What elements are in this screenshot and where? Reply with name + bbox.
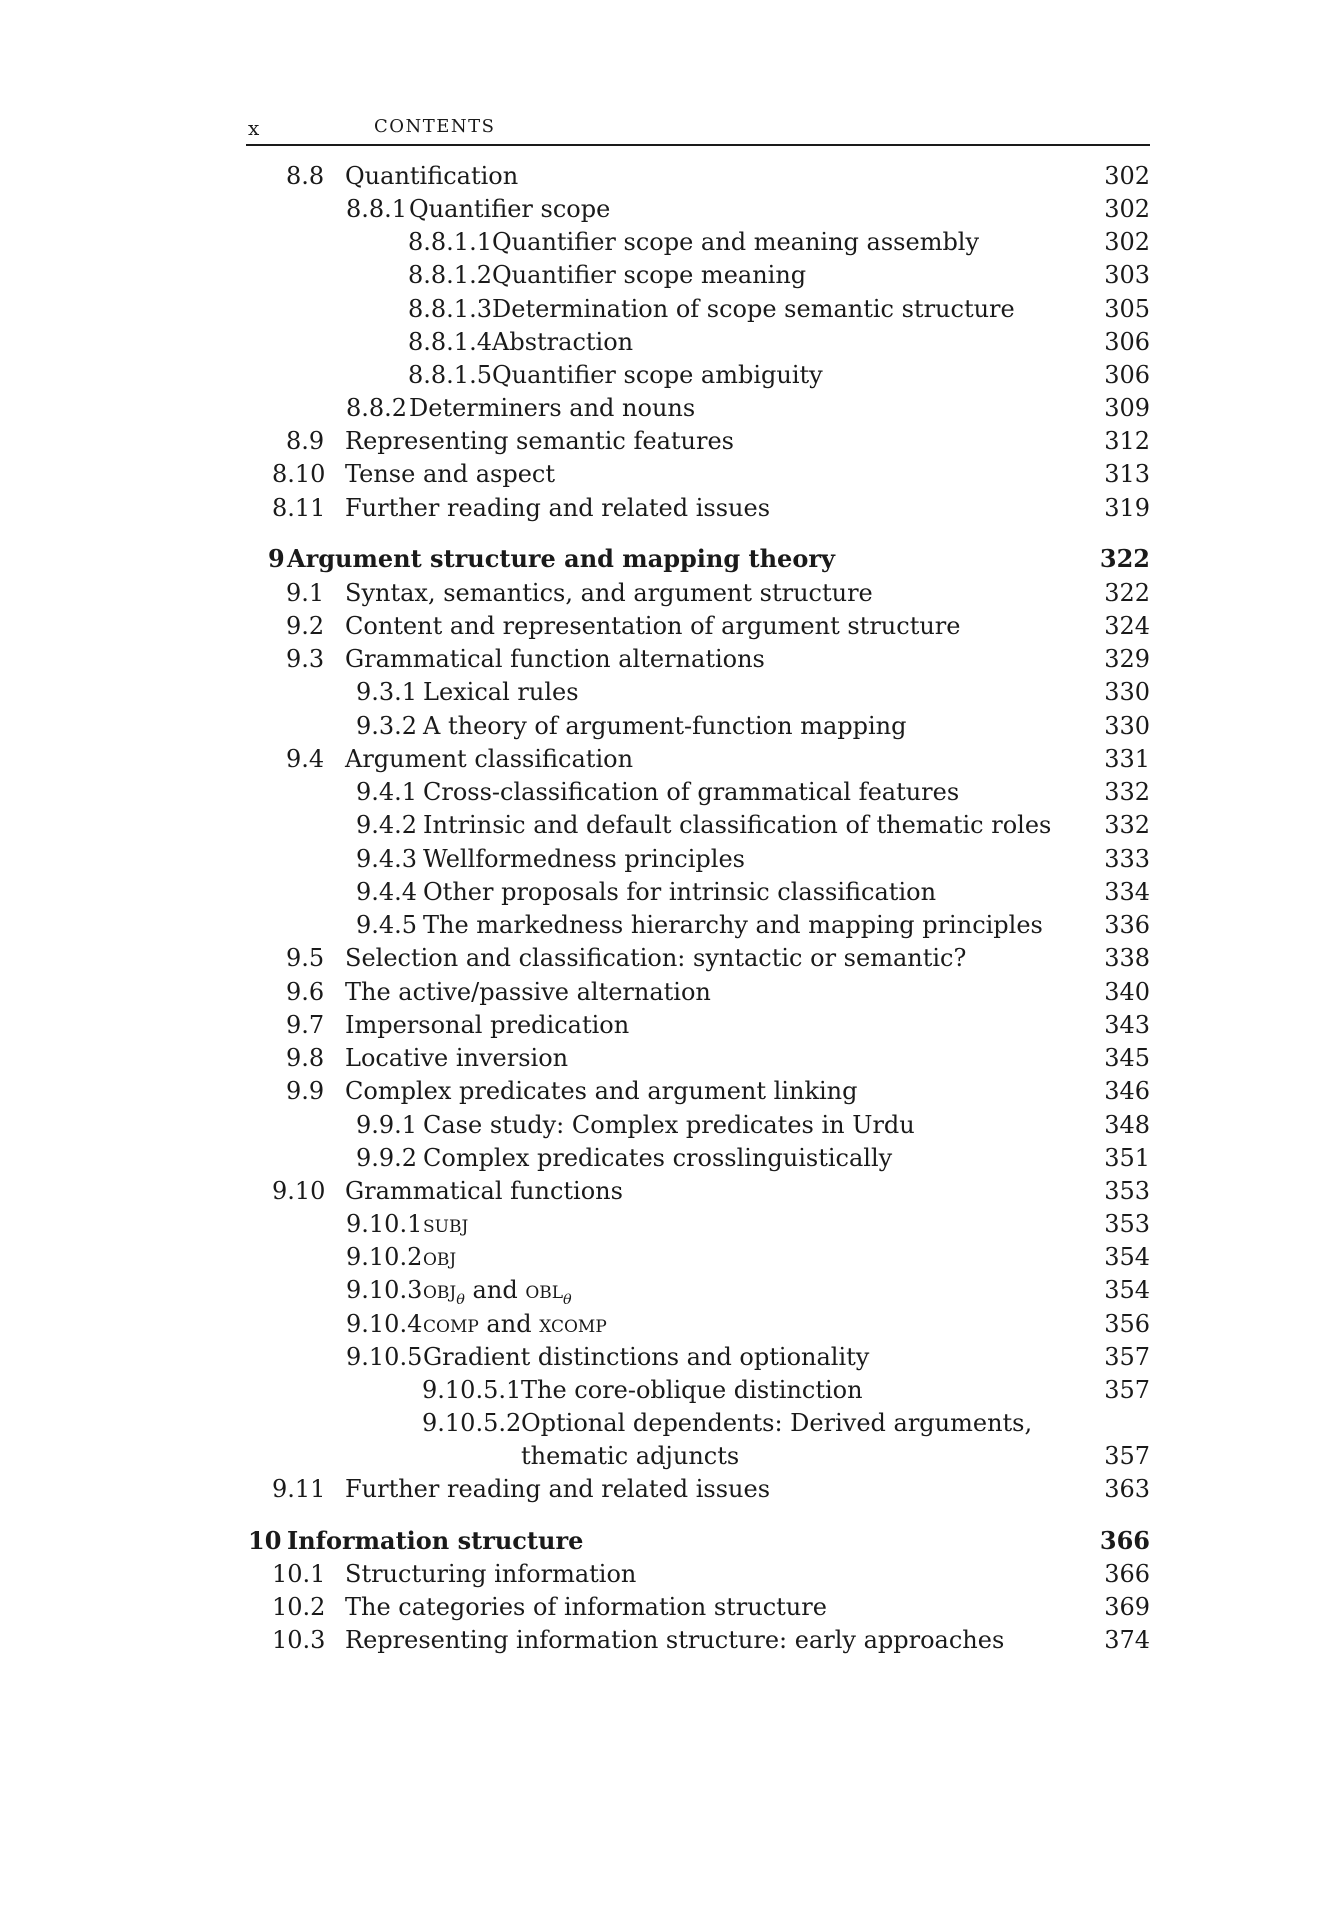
toc-entry[interactable] <box>0 1472 1336 1506</box>
toc-entry[interactable] <box>0 1240 1336 1274</box>
toc-entry-title: obj <box>423 1243 457 1271</box>
toc-entry-page: 354 <box>1104 1243 1150 1271</box>
toc-entry-title: Argument classification <box>345 745 634 773</box>
toc-entry-title: Argument structure and mapping theory <box>287 544 835 573</box>
toc-entry-number: 10.2 <box>272 1593 326 1621</box>
toc-entry-page: 332 <box>1104 811 1150 839</box>
toc-entry-title: Locative inversion <box>345 1044 569 1072</box>
toc-entry-page: 306 <box>1104 328 1150 356</box>
toc-entry-page: 338 <box>1104 944 1150 972</box>
toc-entry-title: Determination of scope semantic structure <box>492 295 1015 323</box>
toc-entry-number: 8.8.1.4 <box>408 328 492 356</box>
toc-entry-number: 10 <box>248 1526 282 1555</box>
toc-entry-page: 303 <box>1104 261 1150 289</box>
toc-entry-number: 9.7 <box>286 1011 325 1039</box>
toc-entry[interactable] <box>0 192 1336 226</box>
toc-entry-number: 8.8.1.5 <box>408 361 492 389</box>
toc-entry-page: 332 <box>1104 778 1150 806</box>
toc-entry[interactable] <box>0 709 1336 743</box>
toc-entry-title: Tense and aspect <box>345 460 555 488</box>
toc-entry-number: 8.9 <box>286 427 325 455</box>
toc-entry-page: 330 <box>1104 712 1150 740</box>
toc-chapter-entry[interactable] <box>0 542 1336 576</box>
toc-entry-title: Intrinsic and default classification of thematic roles <box>423 811 1052 839</box>
toc-entry-title: Impersonal predication <box>345 1011 630 1039</box>
toc-entry[interactable] <box>0 875 1336 909</box>
toc-entry-page: 322 <box>1099 544 1150 573</box>
toc-entry-page: 340 <box>1104 978 1150 1006</box>
toc-entry[interactable] <box>0 775 1336 809</box>
toc-entry-number: 9.4.4 <box>356 878 418 906</box>
toc-entry-page: 319 <box>1104 494 1150 522</box>
toc-entry-page: 345 <box>1104 1044 1150 1072</box>
toc-entry-page: 306 <box>1104 361 1150 389</box>
toc-entry-page: 331 <box>1104 745 1150 773</box>
toc-entry-title: Optional dependents: Derived arguments, <box>521 1409 1033 1437</box>
toc-entry-page: 356 <box>1104 1310 1150 1338</box>
toc-entry-number: 8.10 <box>272 460 326 488</box>
toc-entry-page: 302 <box>1104 228 1150 256</box>
toc-entry-title: Quantifier scope ambiguity <box>492 361 823 389</box>
toc-entry-page: 351 <box>1104 1144 1150 1172</box>
toc-entry-title: Other proposals for intrinsic classification <box>423 878 937 906</box>
toc-entry-number: 9.4.2 <box>356 811 418 839</box>
toc-entry-page: 312 <box>1104 427 1150 455</box>
toc-entry-page: 357 <box>1104 1442 1150 1470</box>
toc-entry-title: Grammatical functions <box>345 1177 623 1205</box>
toc-entry-number: 9.8 <box>286 1044 325 1072</box>
toc-entry-title: Syntax, semantics, and argument structure <box>345 579 873 607</box>
toc-entry-number: 9.3.2 <box>356 712 418 740</box>
toc-entry-page: 334 <box>1104 878 1150 906</box>
toc-entry-title: Case study: Complex predicates in Urdu <box>423 1111 915 1139</box>
toc-entry-page: 313 <box>1104 460 1150 488</box>
toc-entry-number: 10.3 <box>272 1626 326 1654</box>
toc-entry-page: 366 <box>1099 1526 1150 1555</box>
toc-entry-title: The core-oblique distinction <box>521 1376 863 1404</box>
toc-entry-title: Lexical rules <box>423 678 579 706</box>
toc-entry-number: 8.11 <box>272 494 326 522</box>
toc-entry-number: 9.4.5 <box>356 911 418 939</box>
toc-entry[interactable] <box>0 1074 1336 1108</box>
toc-entry-number: 9.10.5.2 <box>422 1409 522 1437</box>
toc-entry-page: 336 <box>1104 911 1150 939</box>
toc-entry-number: 10.1 <box>272 1560 326 1588</box>
toc-entry-number: 9.10.5 <box>346 1343 423 1371</box>
toc-entry[interactable] <box>0 391 1336 425</box>
toc-entry-title: The markedness hierarchy and mapping principles <box>423 911 1043 939</box>
toc-entry-number: 9 <box>268 544 285 573</box>
toc-entry-number: 9.10.2 <box>346 1243 423 1271</box>
toc-entry-title: Wellformedness principles <box>423 845 745 873</box>
toc-entry-page: 343 <box>1104 1011 1150 1039</box>
toc-entry-title: Determiners and nouns <box>409 394 696 422</box>
toc-entry-title: thematic adjuncts <box>521 1442 740 1470</box>
toc-entry[interactable] <box>0 1008 1336 1042</box>
toc-entry[interactable] <box>0 1141 1336 1175</box>
toc-entry[interactable] <box>0 675 1336 709</box>
toc-entry[interactable] <box>0 1041 1336 1075</box>
toc-entry-title: The categories of information structure <box>345 1593 827 1621</box>
toc-entry-title: Representing information structure: early approaches <box>345 1626 1005 1654</box>
toc-entry-title: Structuring information <box>345 1560 637 1588</box>
toc-entry[interactable] <box>0 225 1336 259</box>
toc-entry-title: Quantifier scope meaning <box>492 261 807 289</box>
toc-entry[interactable] <box>0 1108 1336 1142</box>
toc-entry[interactable] <box>0 975 1336 1009</box>
toc-entry-title: subj <box>423 1210 469 1238</box>
toc-entry-page: 302 <box>1104 162 1150 190</box>
toc-entry-title: Abstraction <box>492 328 634 356</box>
toc-entry-page: 309 <box>1104 394 1150 422</box>
toc-entry-number: 9.11 <box>272 1475 326 1503</box>
toc-entry-page: 348 <box>1104 1111 1150 1139</box>
toc-entry-page: 357 <box>1104 1376 1150 1404</box>
toc-entry-page: 363 <box>1104 1475 1150 1503</box>
toc-entry-title: Quantifier scope <box>409 195 611 223</box>
header-running-title: CONTENTS <box>374 116 496 137</box>
toc-entry-page: 353 <box>1104 1177 1150 1205</box>
toc-entry-page: 354 <box>1104 1276 1150 1304</box>
toc-entry-title: Information structure <box>287 1526 584 1555</box>
toc-entry[interactable] <box>0 1340 1336 1374</box>
toc-entry-number: 9.9.1 <box>356 1111 418 1139</box>
toc-entry-number: 9.3 <box>286 645 325 673</box>
toc-entry[interactable] <box>0 457 1336 491</box>
toc-entry-title: Further reading and related issues <box>345 494 771 522</box>
toc-entry-page: 353 <box>1104 1210 1150 1238</box>
toc-entry[interactable] <box>0 358 1336 392</box>
toc-entry-title: Grammatical function alternations <box>345 645 765 673</box>
toc-entry-title: A theory of argument-function mapping <box>423 712 907 740</box>
toc-entry-number: 9.6 <box>286 978 325 1006</box>
toc-entry-number: 9.10.5.1 <box>422 1376 522 1404</box>
toc-entry-title: comp and xcomp <box>423 1310 607 1338</box>
toc-entry[interactable] <box>0 1174 1336 1208</box>
toc-entry[interactable] <box>0 808 1336 842</box>
toc-entry-title: Cross-classification of grammatical features <box>423 778 960 806</box>
toc-entry-number: 8.8.1.3 <box>408 295 492 323</box>
toc-entry[interactable] <box>0 491 1336 525</box>
toc-entry[interactable] <box>0 908 1336 942</box>
toc-entry[interactable] <box>0 742 1336 776</box>
toc-entry-page: 346 <box>1104 1077 1150 1105</box>
toc-entry[interactable] <box>0 424 1336 458</box>
toc-entry-number: 8.8.1 <box>346 195 408 223</box>
toc-entry-page: 324 <box>1104 612 1150 640</box>
toc-entry-page: 366 <box>1104 1560 1150 1588</box>
toc-entry[interactable] <box>0 1439 1336 1473</box>
toc-entry-page: 305 <box>1104 295 1150 323</box>
toc-entry-title: Content and representation of argument structure <box>345 612 961 640</box>
header-page-number: x <box>248 116 260 140</box>
toc-entry-number: 9.3.1 <box>356 678 418 706</box>
toc-entry-number: 9.10 <box>272 1177 326 1205</box>
toc-entry-number: 9.2 <box>286 612 325 640</box>
toc-entry-number: 9.5 <box>286 944 325 972</box>
toc-entry[interactable] <box>0 1273 1336 1307</box>
toc-entry[interactable] <box>0 941 1336 975</box>
toc-entry-number: 9.4 <box>286 745 325 773</box>
toc-entry-page: 302 <box>1104 195 1150 223</box>
toc-entry-number: 9.4.1 <box>356 778 418 806</box>
toc-entry-title: The active/passive alternation <box>345 978 711 1006</box>
toc-entry-number: 8.8 <box>286 162 325 190</box>
toc-entry-page: 374 <box>1104 1626 1150 1654</box>
toc-entry-number: 9.9.2 <box>356 1144 418 1172</box>
toc-entry[interactable] <box>0 159 1336 193</box>
toc-entry[interactable] <box>0 576 1336 610</box>
toc-entry-page: 333 <box>1104 845 1150 873</box>
toc-entry[interactable] <box>0 1373 1336 1407</box>
toc-entry[interactable] <box>0 642 1336 676</box>
toc-entry-number: 9.4.3 <box>356 845 418 873</box>
toc-entry-number: 9.10.1 <box>346 1210 423 1238</box>
toc-entry-page: 357 <box>1104 1343 1150 1371</box>
toc-entry[interactable] <box>0 1207 1336 1241</box>
toc-entry[interactable] <box>0 1557 1336 1591</box>
toc-entry-title: Selection and classification: syntactic or semantic? <box>345 944 967 972</box>
toc-chapter-entry[interactable] <box>0 1524 1336 1558</box>
toc-entry-title: Gradient distinctions and optionality <box>423 1343 870 1371</box>
toc-entry-number: 8.8.2 <box>346 394 408 422</box>
toc-entry-title: Further reading and related issues <box>345 1475 771 1503</box>
toc-entry-page: 329 <box>1104 645 1150 673</box>
toc-entry[interactable] <box>0 325 1336 359</box>
toc-entry-number: 8.8.1.2 <box>408 261 492 289</box>
toc-entry-title: obj$_\theta$ and obl$_\theta$ <box>423 1276 572 1308</box>
toc-entry[interactable] <box>0 258 1336 292</box>
toc-entry[interactable] <box>0 609 1336 643</box>
toc-entry-title: Representing semantic features <box>345 427 734 455</box>
toc-entry[interactable] <box>0 842 1336 876</box>
toc-entry-title: Quantification <box>345 162 519 190</box>
toc-entry-title: Complex predicates and argument linking <box>345 1077 858 1105</box>
toc-entry-page: 330 <box>1104 678 1150 706</box>
toc-entry-number: 9.10.3 <box>346 1276 423 1304</box>
toc-entry-page: 322 <box>1104 579 1150 607</box>
toc-entry-number: 9.1 <box>286 579 325 607</box>
toc-entry[interactable] <box>0 1307 1336 1341</box>
toc-entry-page: 369 <box>1104 1593 1150 1621</box>
toc-entry[interactable] <box>0 292 1336 326</box>
toc-entry-title: Complex predicates crosslinguistically <box>423 1144 893 1172</box>
toc-entry-title: Quantifier scope and meaning assembly <box>492 228 980 256</box>
toc-entry-number: 9.10.4 <box>346 1310 423 1338</box>
toc-entry-number: 8.8.1.1 <box>408 228 492 256</box>
toc-entry[interactable] <box>0 1623 1336 1657</box>
toc-entry[interactable] <box>0 1406 1336 1440</box>
toc-entry[interactable] <box>0 1590 1336 1624</box>
toc-entry-number: 9.9 <box>286 1077 325 1105</box>
